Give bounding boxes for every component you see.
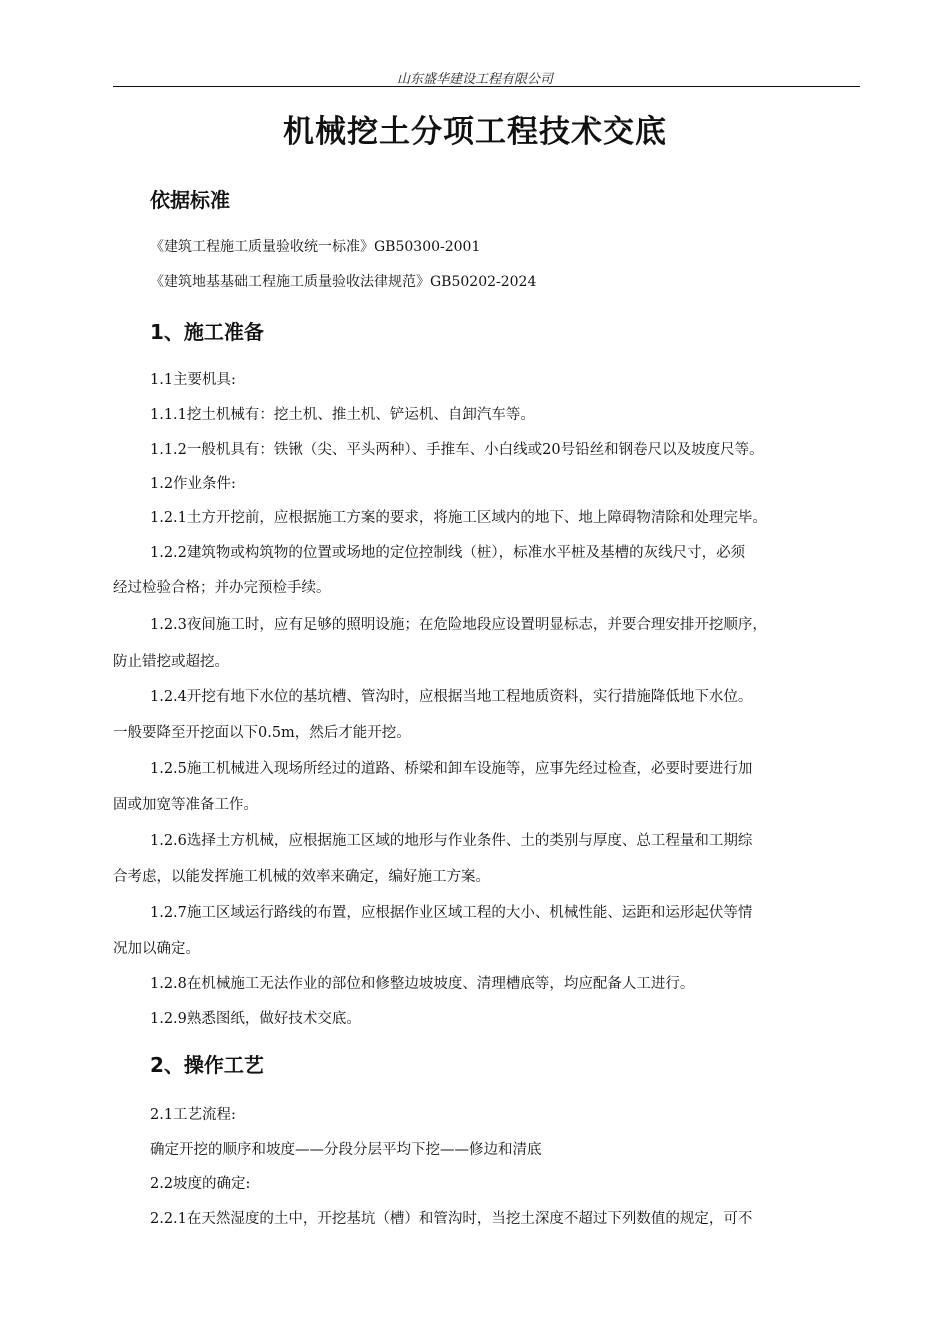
paragraph-line: 1.1.1挖土机械有：挖土机、推土机、铲运机、自卸汽车等。 bbox=[150, 407, 535, 423]
paragraph-line: 防止错挖或超挖。 bbox=[113, 654, 229, 670]
paragraph-line: 1.2.5施工机械进入现场所经过的道路、桥梁和卸车设施等，应事先经过检查，必要时要进行加 bbox=[150, 761, 753, 777]
paragraph-line: 2.1工艺流程: bbox=[150, 1107, 236, 1123]
paragraph-line: 1.2作业条件: bbox=[150, 476, 236, 492]
paragraph-line: 2.2.1在天然湿度的土中，开挖基坑（槽）和管沟时，当挖土深度不超过下列数值的规定，可不 bbox=[150, 1211, 753, 1227]
paragraph-line: 2.2坡度的确定: bbox=[150, 1176, 251, 1192]
paragraph-line: 1.2.3夜间施工时，应有足够的照明设施；在危险地段应设置明显标志，并要合理安排开挖顺序， bbox=[150, 617, 767, 633]
paragraph-line: 1.1.2一般机具有：铁锹（尖、平头两种）、手推车、小白线或20号铅丝和钢卷尺以及坡度尺等。 bbox=[150, 442, 764, 458]
paragraph-line: 1.2.7施工区域运行路线的布置，应根据作业区域工程的大小、机械性能、运距和运形起伏等情 bbox=[150, 905, 753, 921]
header-rule bbox=[113, 86, 860, 87]
paragraph-line: 1.2.4开挖有地下水位的基坑槽、管沟时，应根据当地工程地质资料，实行措施降低地下水位。 bbox=[150, 689, 753, 705]
paragraph-line: 经过检验合格；并办完预检手续。 bbox=[113, 580, 331, 596]
section-heading: 1、施工准备 bbox=[150, 320, 264, 344]
basis-ref: 《建筑工程施工质量验收统一标准》GB50300-2001 bbox=[150, 239, 481, 255]
paragraph-line: 合考虑，以能发挥施工机械的效率来确定，编好施工方案。 bbox=[113, 869, 490, 885]
paragraph-line: 1.2.9熟悉图纸，做好技术交底。 bbox=[150, 1011, 361, 1027]
basis-heading: 依据标准 bbox=[150, 188, 230, 212]
paragraph-line: 1.2.2建筑物或构筑物的位置或场地的定位控制线（桩），标准水平桩及基槽的灰线尺寸，必须 bbox=[150, 545, 746, 561]
paragraph-line: 1.2.6选择土方机械，应根据施工区域的地形与作业条件、土的类别与厚度、总工程量和工期综 bbox=[150, 833, 753, 849]
header-company-name: 山东盛华建设工程有限公司 bbox=[396, 72, 553, 87]
paragraph-line: 1.2.8在机械施工无法作业的部位和修整边坡坡度、清理槽底等，均应配备人工进行。 bbox=[150, 976, 695, 992]
paragraph-line: 固或加宽等准备工作。 bbox=[113, 797, 258, 813]
document-title: 机械挖土分项工程技术交底 bbox=[283, 114, 667, 150]
paragraph-line: 确定开挖的顺序和坡度——分段分层平均下挖——修边和清底 bbox=[150, 1142, 542, 1158]
paragraph-line: 1.2.1土方开挖前，应根据施工方案的要求，将施工区域内的地下、地上障碍物清除和处理完毕。 bbox=[150, 510, 767, 526]
section-heading: 2、操作工艺 bbox=[150, 1053, 264, 1077]
paragraph-line: 1.1主要机具: bbox=[150, 372, 236, 388]
paragraph-line: 一般要降至开挖面以下0.5m，然后才能开挖。 bbox=[113, 725, 411, 741]
paragraph-line: 况加以确定。 bbox=[113, 941, 200, 957]
basis-ref: 《建筑地基基础工程施工质量验收法律规范》GB50202-2024 bbox=[150, 274, 537, 290]
